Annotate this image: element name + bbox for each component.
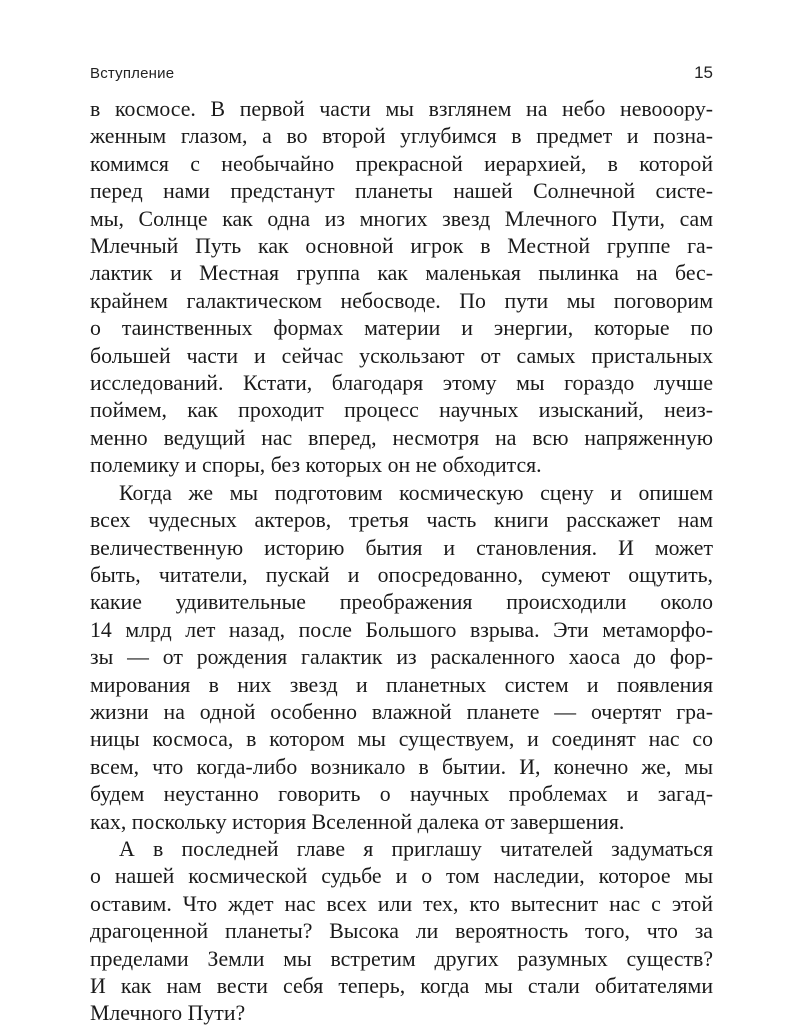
text-line: крайнем галактическом небосводе. По пути мы поговорим [90, 288, 713, 313]
text-line: ках, поскольку история Вселенной далека от завершения. [90, 809, 625, 834]
text-line: Когда же мы подготовим космическую сцену и опишем [119, 480, 713, 505]
section-title: Вступление [90, 65, 175, 82]
text-line: исследований. Кстати, благодаря этому мы гораздо лучше [90, 371, 713, 396]
paragraph [90, 96, 713, 480]
text-line: большей части и сейчас ускользают от самых пристальных [90, 343, 713, 368]
text-line: мирования в них звезд и планетных систем и появления [90, 672, 713, 697]
text-line: всех чудесных актеров, третья часть книги расскажет нам [90, 508, 713, 533]
text-line: И как нам вести себя теперь, когда мы стали обитателями [90, 974, 713, 998]
text-line: в космосе. В первой части мы взглянем на небо невооору- [90, 97, 713, 121]
text-line: женным глазом, а во второй углубимся в предмет и позна- [90, 124, 713, 149]
text-line: мы, Солнце как одна из многих звезд Млечного Пути, сам [90, 206, 713, 231]
text-line: лактик и Местная группа как маленькая пылинка на бес- [90, 261, 713, 286]
text-line: о нашей космической судьбе и о том наследии, которое мы [90, 864, 713, 889]
page-number: 15 [694, 63, 713, 82]
text-line: комимся с необычайно прекрасной иерархией, в которой [90, 151, 713, 176]
text-line: драгоценной планеты? Высока ли вероятность того, что за [90, 919, 713, 944]
text-line: перед нами предстанут планеты нашей Солнечной систе- [90, 179, 713, 204]
body-text [90, 96, 713, 1028]
text-line: всем, что когда-либо возникало в бытии. И, конечно же, мы [90, 754, 713, 779]
text-line: ницы космоса, в котором мы существуем, и соединят нас со [90, 727, 713, 752]
text-line: величественную историю бытия и становления. И может [90, 535, 713, 560]
paragraph [90, 836, 713, 1028]
running-header [90, 63, 713, 83]
text-line: о таинственных формах материи и энергии, которые по [90, 316, 713, 341]
paragraph [90, 480, 713, 836]
text-line: пределами Земли мы встретим других разумных существ? [90, 946, 713, 971]
text-line: 14 млрд лет назад, после Большого взрыва. Эти метаморфо- [90, 617, 713, 642]
text-line: зы — от рождения галактик из раскаленного хаоса до фор- [90, 645, 713, 670]
text-line: А в последней главе я приглашу читателей задуматься [119, 836, 713, 861]
text-line: полемику и споры, без которых он не обходится. [90, 453, 542, 478]
text-line: Млечного Пути? [90, 1001, 246, 1026]
text-line: быть, читатели, пускай и опосредованно, сумеют ощутить, [90, 562, 713, 587]
text-line: Млечный Путь как основной игрок в Местной группе га- [90, 234, 713, 259]
text-line: поймем, как проходит процесс научных изысканий, неиз- [90, 398, 713, 423]
text-line: менно ведущий нас вперед, несмотря на всю напряженную [90, 425, 713, 450]
text-line: жизни на одной особенно влажной планете — очертят гра- [90, 699, 713, 724]
text-line: какие удивительные преображения происходили около [90, 590, 713, 615]
text-line: оставим. Что ждет нас всех или тех, кто вытеснит нас с этой [90, 891, 713, 916]
text-line: будем неустанно говорить о научных проблемах и загад- [90, 782, 713, 807]
